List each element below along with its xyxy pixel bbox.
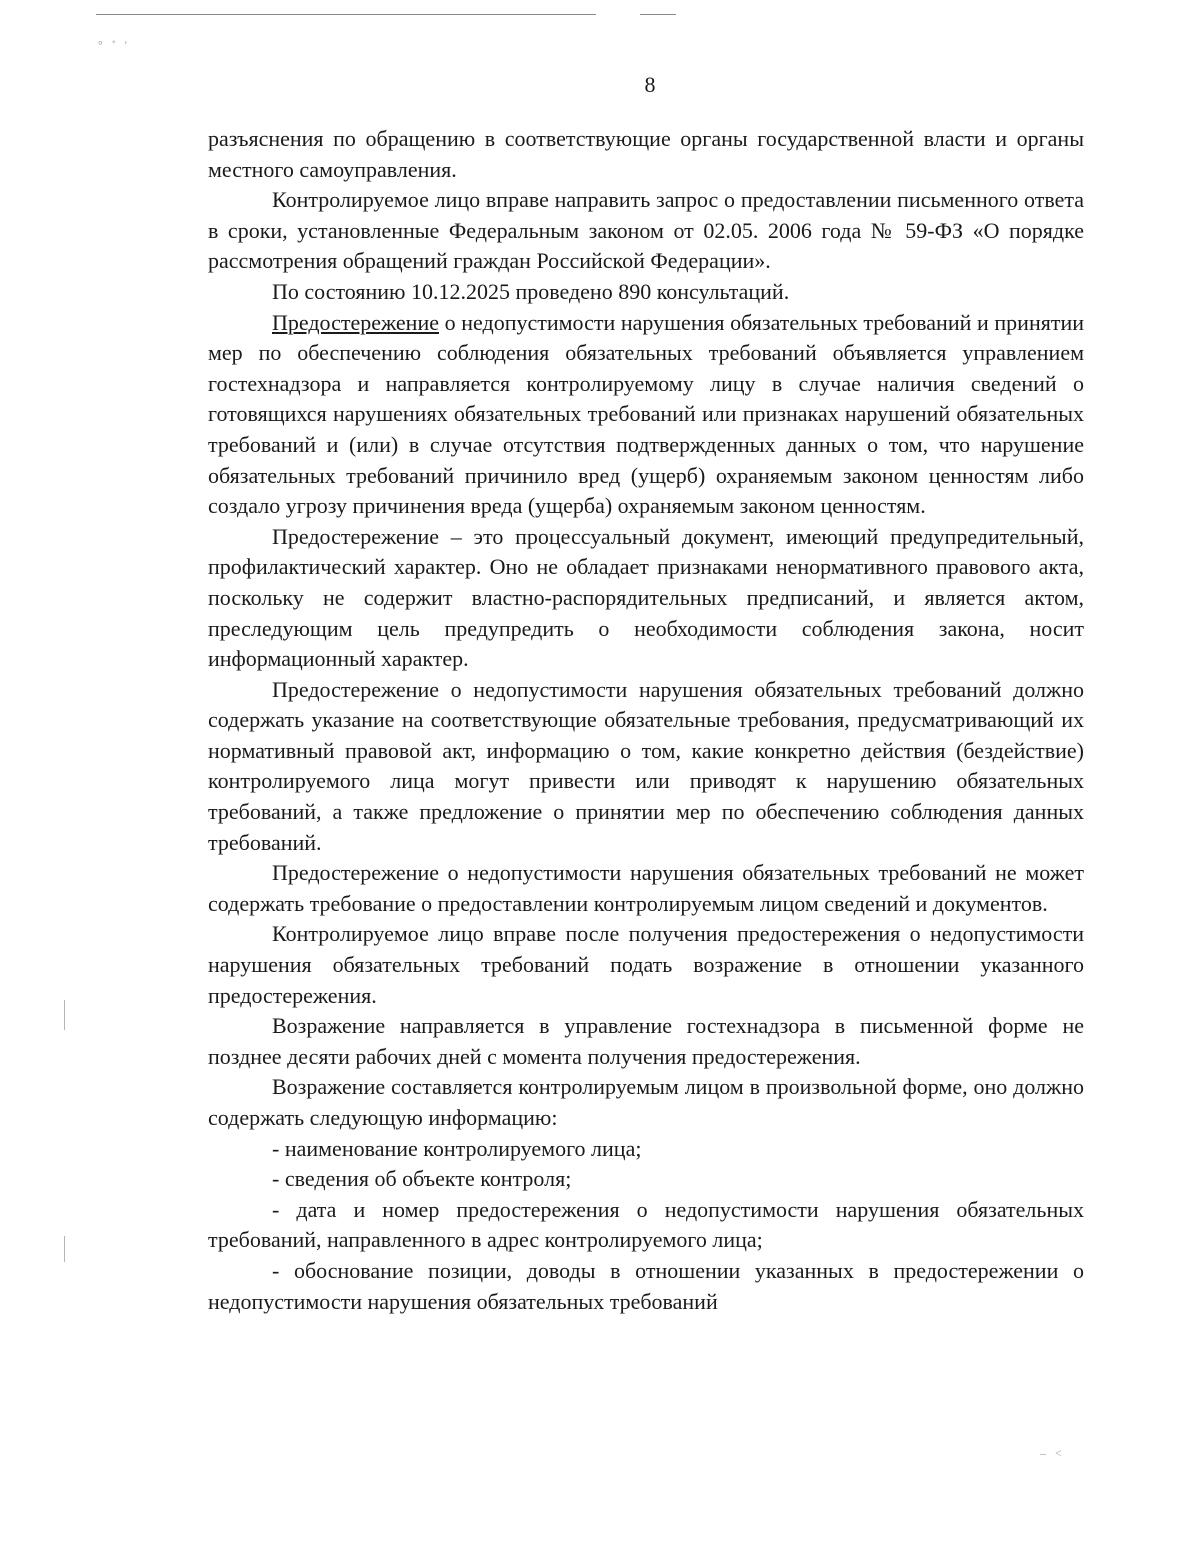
list-item-2: - сведения об объекте контроля;: [272, 1166, 572, 1192]
paragraph-7: Предостережение о недопустимости нарушения обязательных требований не может содержать требование о предоставлении контролируемым лицом сведений и документов.: [208, 860, 1084, 916]
list-item-4: - обоснование позиции, доводы в отношении указанных в предостережении о недопустимости нарушения обязательных требований: [208, 1257, 1084, 1314]
list-item-3: - дата и номер предостережения о недопустимости нарушения обязательных требований, направленного в адрес контролируемого лица;: [208, 1196, 1084, 1253]
paragraph-4-text: о недопустимости нарушения обязательных требований и принятии мер по обеспечению соблюдения обязательных требований объявляется управлением гостехнадзора и направляется контролируемому лицу в случае наличия сведений о готовящихся нарушениях обязательных требований или признаках нарушений обязательных требований и (или) в случае отсутствия подтвержденных данных о том, что нарушение обязательных требований причинило вред (ущерб) охраняемым законом ценностям либо создало угрозу причинения вреда (ущерба) охраняемым законом ценностям.: [208, 309, 1084, 519]
paragraph-4: [208, 308, 1084, 522]
paragraph-10: Возражение составляется контролируемым лицом в произвольной форме, оно должно содержать следующую информацию:: [208, 1074, 1084, 1130]
list-item-1: - наименование контролируемого лица;: [272, 1135, 642, 1161]
paragraph-1: разъяснения по обращению в соответствующие органы государственной власти и органы местного самоуправления.: [208, 126, 1084, 182]
paragraph-9: Возражение направляется в управление гостехнадзора в письменной форме не позднее десяти рабочих дней с момента получения предостережения.: [208, 1013, 1084, 1069]
document-body: [208, 124, 1084, 1317]
margin-tick-lower: [64, 1236, 65, 1262]
scan-noise-bottom-right: ‒ ˂: [1040, 1446, 1065, 1460]
underlined-term: Предостережение: [272, 309, 439, 335]
paragraph-5: Предостережение – это процессуальный документ, имеющий предупредительный, профилактический характер. Оно не обладает признаками ненормативного правового акта, поскольку не содержит властно-распорядительных предписаний, и является актом, преследующим цель предупредить о необходимости соблюдения закона, носит информационный характер.: [208, 523, 1084, 672]
margin-tick-upper: [64, 1000, 65, 1030]
scan-top-line-left: [96, 14, 596, 15]
page-number: 8: [644, 72, 656, 97]
paragraph-6: Предостережение о недопустимости нарушения обязательных требований должно содержать указание на соответствующие обязательные требования, предусматривающий их нормативный правовой акт, информацию о том, какие конкретно действия (бездействие) контролируемого лица могут привести или приводят к нарушению обязательных требований, а также предложение о принятии мер по обеспечению соблюдения данных требований.: [208, 676, 1084, 855]
scan-top-line-right: [640, 14, 676, 15]
paragraph-3: По состоянию 10.12.2025 проведено 890 консультаций.: [272, 278, 790, 304]
paragraph-8: Контролируемое лицо вправе после получения предостережения о недопустимости нарушения обязательных требований подать возражение в отношении указанного предостережения.: [208, 921, 1084, 1008]
scan-noise-top-left: ° ˚ ': [98, 38, 130, 52]
paragraph-2: Контролируемое лицо вправе направить запрос о предоставлении письменного ответа в сроки, установленные Федеральным законом от 02.05. 2006 года № 59-ФЗ «О порядке рассмотрения обращений граждан Российской Федерации».: [208, 187, 1084, 274]
